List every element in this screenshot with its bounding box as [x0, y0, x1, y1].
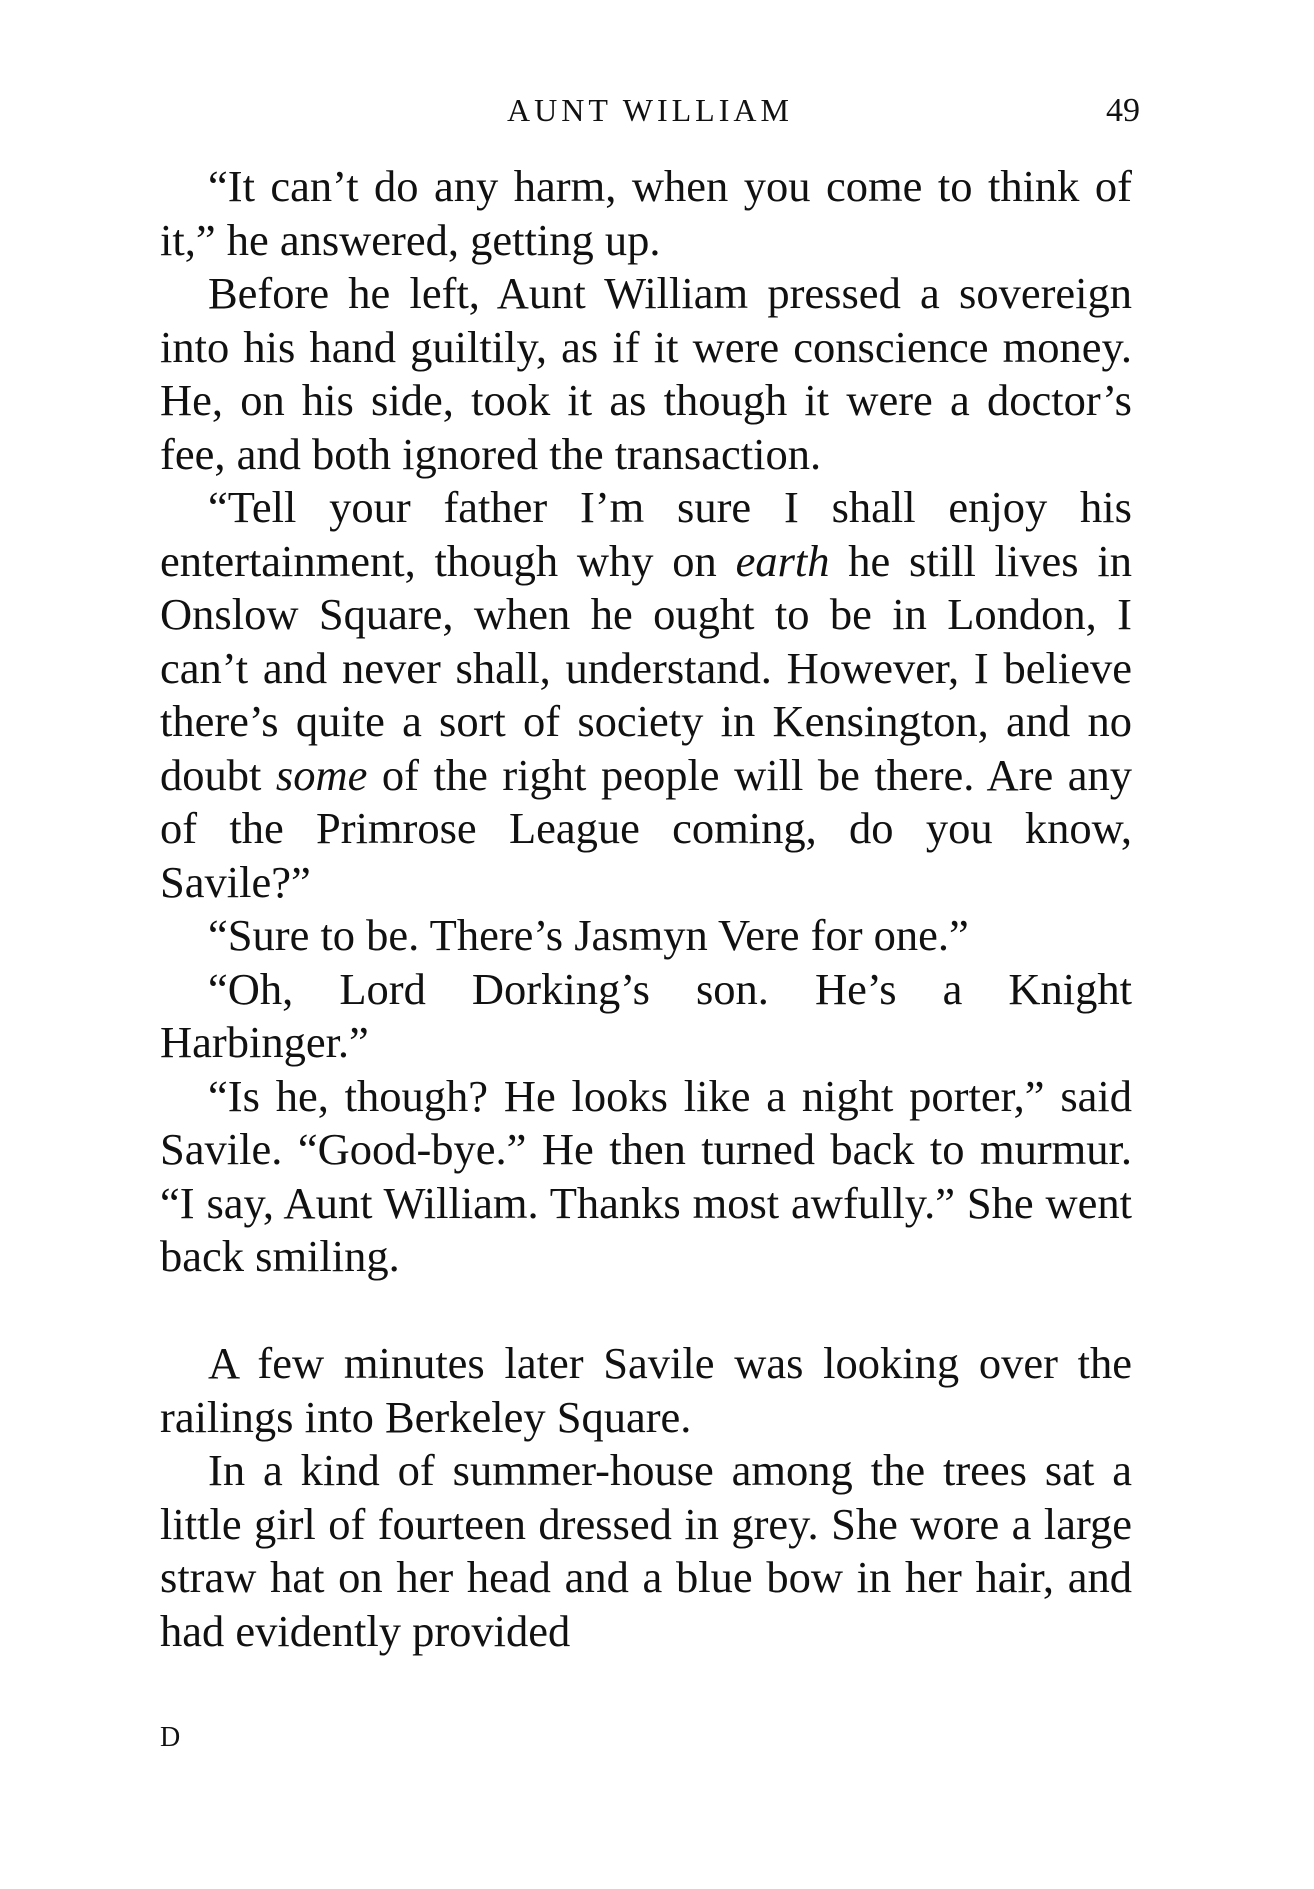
paragraph — [160, 481, 1132, 909]
running-head — [160, 92, 1140, 142]
paragraph: “It can’t do any harm, when you come to think of it,” he answered, getting up. — [160, 161, 1132, 265]
running-title: AUNT WILLIAM — [507, 92, 793, 128]
paragraph-text: “Tell your father I’m sure I shall enjoy his entertainment, though why on — [160, 482, 1132, 586]
signature-mark: D — [160, 1722, 182, 1753]
page-number: 49 — [1106, 92, 1140, 129]
paragraph: In a kind of summer-house among the trees sat a little girl of fourteen dressed in grey. She wore a large straw hat on her head and a blue bow in her hair, and had evidently provided — [160, 1445, 1132, 1656]
paragraph: “Oh, Lord Dorking’s son. He’s a Knight Harbinger.” — [160, 963, 1132, 1067]
italic-emphasis: earth — [735, 535, 830, 586]
paragraph-text: of the right people will be there. Are any of the Primrose League coming, do you know, Savile?” — [160, 749, 1132, 907]
paragraph-text: he still lives in Onslow Square, when he ought to be in London, I can’t and never shall, understand. However, I believe there’s quite a sort of society in Kensington, and no doubt — [160, 535, 1132, 800]
italic-emphasis: some — [275, 749, 368, 800]
section-break — [160, 1284, 1132, 1338]
paragraph: “Is he, though? He looks like a night porter,” said Savile. “Good-bye.” He then turned back to murmur. “I say, Aunt William. Thanks most awfully.” She went back smiling. — [160, 1070, 1132, 1281]
paragraph: “Sure to be. There’s Jasmyn Vere for one.” — [208, 910, 969, 960]
paragraph: Before he left, Aunt William pressed a sovereign into his hand guiltily, as if it were conscience money. He, on his side, took it as though it were a doctor’s fee, and both ignored the transaction. — [160, 268, 1132, 479]
body-text — [160, 160, 1132, 1658]
paragraph: A few minutes later Savile was looking over the railings into Berkeley Square. — [160, 1338, 1132, 1442]
